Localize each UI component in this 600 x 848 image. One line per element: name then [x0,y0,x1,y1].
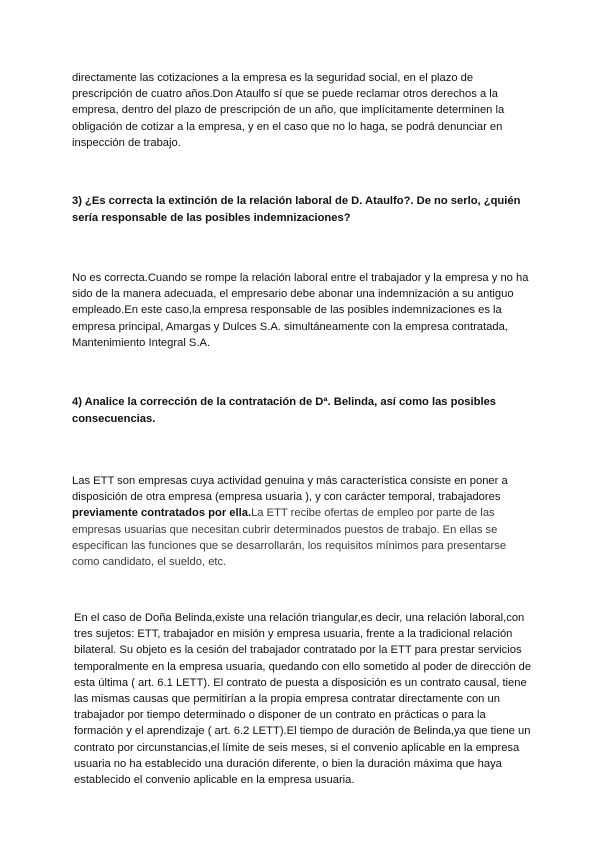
question-3-heading: 3) ¿Es correcta la extinción de la relación laboral de D. Ataulfo?. De no serlo, ¿quién sería responsable de las posibles indemnizaciones? [72,195,521,224]
paragraph-prescription: directamente las cotizaciones a la empresa es la seguridad social, en el plazo de prescripción de cuatro años.Don Ataulfo sí que se puede reclamar otros derechos a la empresa, dentro del plazo de prescripción de un año, que implícitamente determinen la obligación de cotizar a la empresa, y en el caso que no lo haga, se podrá denunciar en inspección de trabajo. [72,72,505,149]
answer-4-paragraph-ett [72,473,534,570]
ett-offers-text: La ETT recibe ofertas de empleo por parte de las empresas usuarias que necesitan cubrir determinados puestos de trabajo. En ellas se especifican las funciones que se desarrollarán, los requisitos mínimos para presentarse como candidato, el sueldo, etc. [72,507,507,569]
ett-definition-bold-text: previamente contratados por ella. [72,507,252,520]
question-4-heading: 4) Analice la corrección de la contratación de Dª. Belinda, así como las posibles consecuencias. [72,396,497,425]
ett-definition-text: Las ETT son empresas cuya actividad genuina y más característica consiste en poner a disposición de otra empresa (empresa usuaria ), y con carácter temporal, trabajadores [72,475,508,504]
answer-4-paragraph-belinda: En el caso de Doña Belinda,existe una relación triangular,es decir, una relación laboral,con tres sujetos: ETT, trabajador en misión y empresa usuaria, frente a la tradicional relación bilateral. Su objeto es la cesión del trabajador contratado por la ETT para prestar servicios temporalmente en la empresa usuaria, quedando con ello sometido al poder de dirección de esta última ( art. 6.1 LETT). El contrato de puesta a disposición es un contrato causal, tiene las mismas causas que permitirían a la propia empresa contratar directamente con un trabajador por tiempo determinado o disponer de un contrato en prácticas o para la formación y el aprendizaje ( art. 6.2 LETT).El tiempo de duración de Belinda,ya que tiene un contrato por circunstancias,el límite de seis meses, si el convenio aplicable en la empresa usuaria no ha establecido una duración diferente, o bien la duración máxima que haya establecido el convenio aplicable en la empresa usuaria. [74,612,532,787]
answer-3-paragraph: No es correcta.Cuando se rompe la relación laboral entre el trabajador y la empresa y no ha sido de la manera adecuada, el empresario debe abonar una indemnización a su antiguo empleado.En este caso,la empresa responsable de las posibles indemnizaciones es la empresa principal, Amargas y Dulces S.A. simultáneamente con la empresa contratada, Mantenimiento Integral S.A. [72,272,529,349]
